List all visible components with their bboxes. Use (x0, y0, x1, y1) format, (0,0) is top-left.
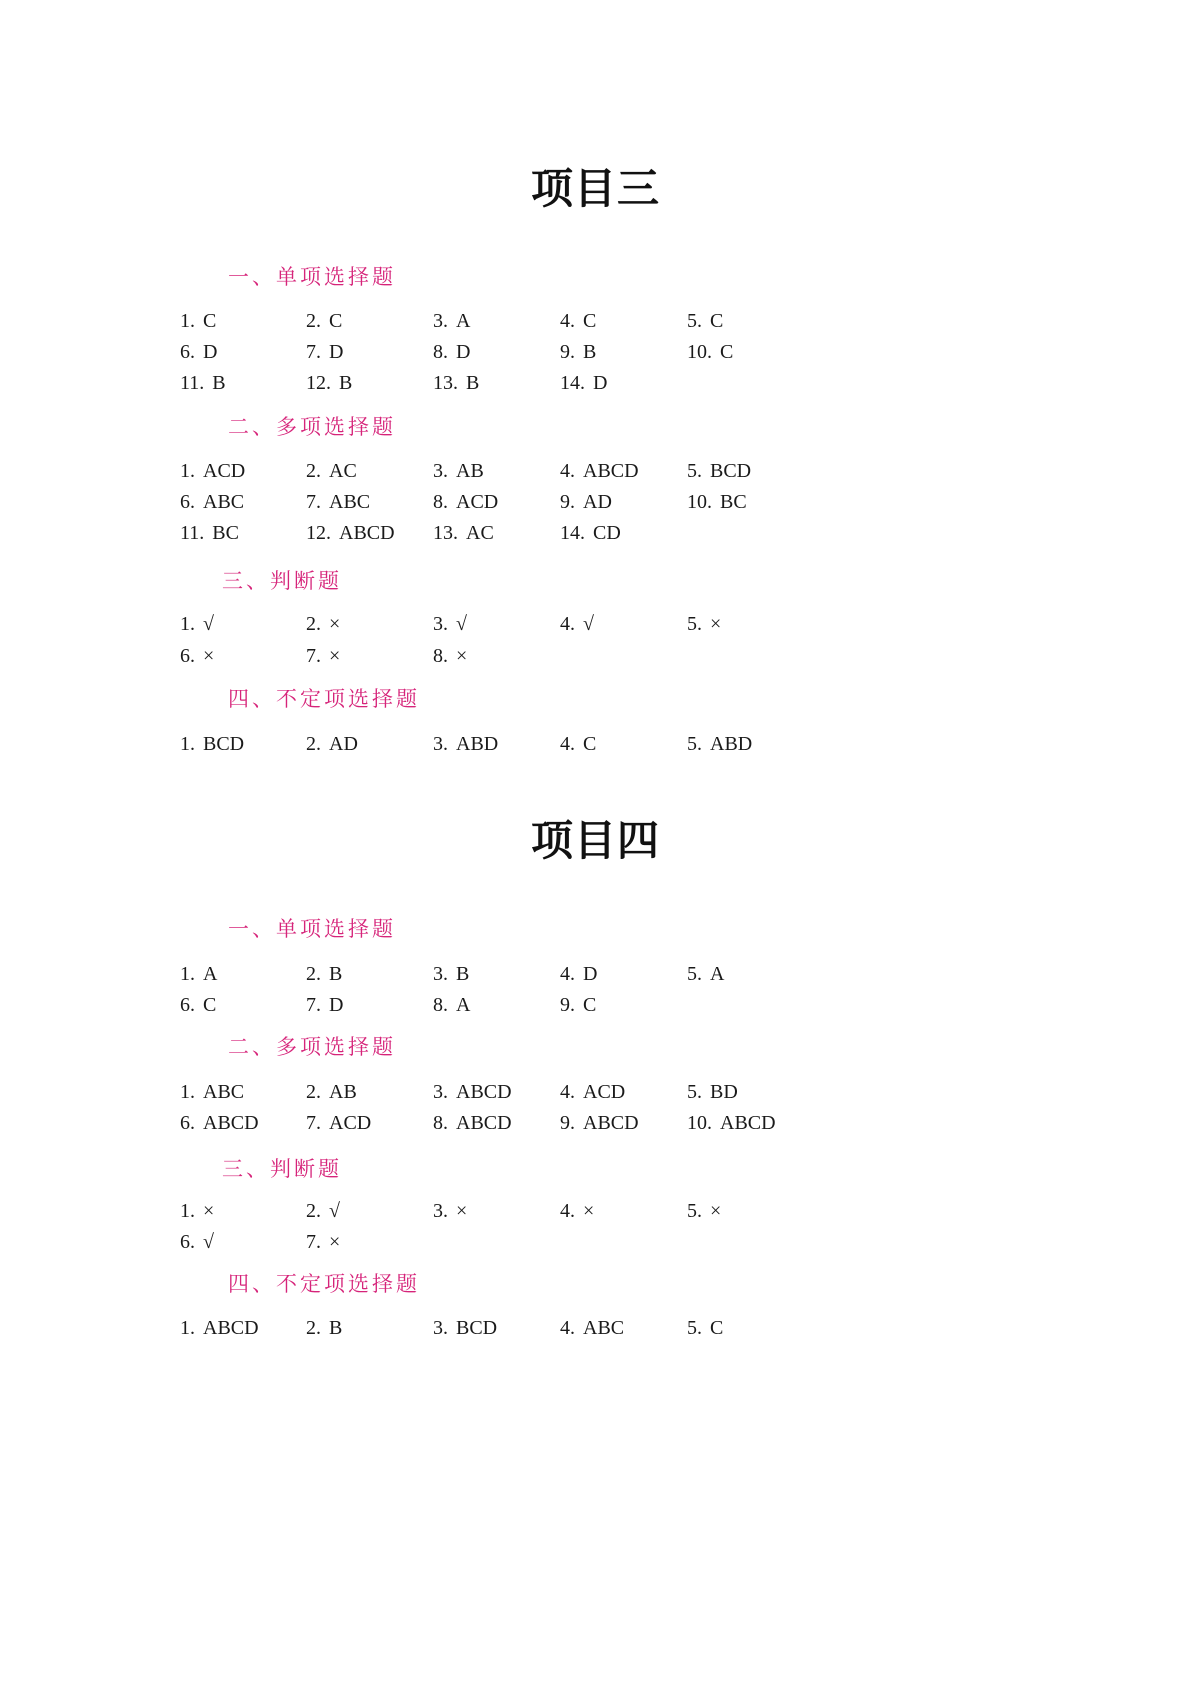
answer-item: 4. ABCD (560, 460, 639, 482)
answer-item: 1. ABCD (180, 1317, 259, 1339)
section-heading: 四、不定项选择题 (228, 1272, 420, 1296)
answer-item: 1. BCD (180, 733, 245, 755)
answer-row (180, 613, 1080, 641)
answer-row (180, 1112, 1080, 1140)
answer-row (180, 341, 1080, 369)
answer-item: 2. AC (306, 460, 357, 482)
answer-row (180, 1231, 1080, 1259)
answer-item: 5. ABD (687, 733, 753, 755)
answer-item: 7. ABC (306, 491, 371, 513)
answer-item: 11. BC (180, 522, 239, 544)
answer-item: 5. C (687, 1317, 724, 1339)
answer-item: 14. D (560, 372, 608, 394)
answer-item: 6. D (180, 341, 218, 363)
answer-item: 9. C (560, 994, 597, 1016)
answer-row (180, 963, 1080, 991)
answer-item: 2. × (306, 613, 341, 635)
section-heading: 三、判断题 (222, 1157, 342, 1181)
answer-item: 4. √ (560, 613, 594, 635)
answer-item: 3. ABD (433, 733, 499, 755)
answer-item: 5. × (687, 1200, 722, 1222)
answer-item: 11. B (180, 372, 226, 394)
answer-item: 13. AC (433, 522, 494, 544)
answer-item: 3. A (433, 310, 471, 332)
answer-item: 6. × (180, 645, 215, 667)
answer-item: 6. ABCD (180, 1112, 259, 1134)
answer-item: 10. BC (687, 491, 747, 513)
answer-item: 10. ABCD (687, 1112, 776, 1134)
answer-item: 2. √ (306, 1200, 340, 1222)
answer-item: 13. B (433, 372, 480, 394)
answer-item: 14. CD (560, 522, 621, 544)
answer-item: 3. √ (433, 613, 467, 635)
answer-item: 5. BD (687, 1081, 738, 1103)
answer-item: 1. C (180, 310, 217, 332)
section-heading: 一、单项选择题 (228, 917, 396, 941)
answer-item: 7. D (306, 994, 344, 1016)
answer-item: 4. C (560, 310, 597, 332)
answer-row (180, 1200, 1080, 1228)
answer-item: 12. ABCD (306, 522, 395, 544)
answer-item: 2. C (306, 310, 343, 332)
answer-item: 7. × (306, 645, 341, 667)
answer-item: 5. A (687, 963, 725, 985)
answer-item: 1. √ (180, 613, 214, 635)
answer-item: 2. B (306, 963, 343, 985)
answer-item: 2. AD (306, 733, 358, 755)
project-title: 项目四 (530, 816, 660, 865)
answer-item: 5. BCD (687, 460, 752, 482)
section-heading: 一、单项选择题 (228, 265, 396, 289)
answer-item: 9. AD (560, 491, 612, 513)
answer-item: 10. C (687, 341, 734, 363)
answer-row (180, 1081, 1080, 1109)
answer-item: 5. × (687, 613, 722, 635)
answer-item: 1. × (180, 1200, 215, 1222)
answer-row (180, 1317, 1080, 1345)
project-title: 项目三 (530, 164, 660, 213)
answer-row (180, 522, 1080, 550)
answer-item: 4. D (560, 963, 598, 985)
answer-item: 2. B (306, 1317, 343, 1339)
answer-item: 12. B (306, 372, 353, 394)
answer-item: 8. ACD (433, 491, 499, 513)
answer-item: 6. C (180, 994, 217, 1016)
answer-item: 9. ABCD (560, 1112, 639, 1134)
answer-row (180, 994, 1080, 1022)
answer-item: 1. A (180, 963, 218, 985)
section-heading: 四、不定项选择题 (228, 687, 420, 711)
answer-item: 3. AB (433, 460, 484, 482)
answer-row (180, 491, 1080, 519)
answer-item: 2. AB (306, 1081, 357, 1103)
answer-item: 8. D (433, 341, 471, 363)
answer-item: 9. B (560, 341, 597, 363)
answer-item: 5. C (687, 310, 724, 332)
answer-item: 3. B (433, 963, 470, 985)
answer-item: 3. BCD (433, 1317, 498, 1339)
answer-item: 1. ACD (180, 460, 246, 482)
answer-item: 8. ABCD (433, 1112, 512, 1134)
answer-item: 8. A (433, 994, 471, 1016)
answer-row (180, 372, 1080, 400)
answer-item: 7. ACD (306, 1112, 372, 1134)
answer-row (180, 733, 1080, 761)
answer-item: 6. √ (180, 1231, 214, 1253)
answer-item: 3. × (433, 1200, 468, 1222)
answer-row (180, 310, 1080, 338)
answer-row (180, 645, 1080, 673)
answer-item: 4. × (560, 1200, 595, 1222)
answer-item: 3. ABCD (433, 1081, 512, 1103)
section-heading: 二、多项选择题 (228, 1035, 396, 1059)
answer-item: 4. C (560, 733, 597, 755)
answer-item: 4. ABC (560, 1317, 625, 1339)
section-heading: 三、判断题 (222, 569, 342, 593)
section-heading: 二、多项选择题 (228, 415, 396, 439)
answer-row (180, 460, 1080, 488)
answer-item: 4. ACD (560, 1081, 626, 1103)
answer-item: 8. × (433, 645, 468, 667)
answer-item: 1. ABC (180, 1081, 245, 1103)
answer-item: 6. ABC (180, 491, 245, 513)
answer-item: 7. × (306, 1231, 341, 1253)
answer-item: 7. D (306, 341, 344, 363)
